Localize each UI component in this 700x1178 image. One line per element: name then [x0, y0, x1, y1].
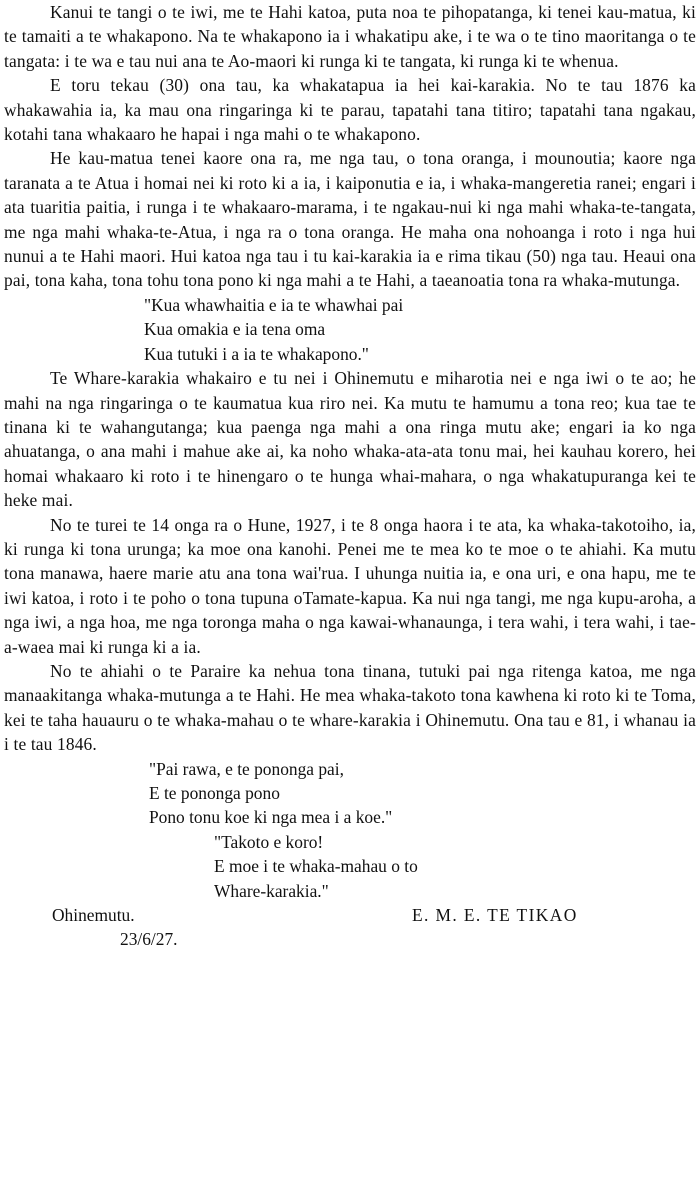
poem-line: E moe i te whaka-mahau o to [214, 856, 418, 877]
poem-quote-1 [4, 293, 696, 366]
poem-line: Whare-karakia." [214, 880, 329, 901]
poem-line: Kua tutuki i a ia te whakapono." [144, 343, 369, 364]
paragraph-5: No te turei te 14 onga ra o Hune, 1927, i te 8 onga haora i te ata, ka whaka-takotoiho, ia, ki runga ki tona urunga; ka moe ona kanohi. Penei me te mea ko te moe o te ahiahi. Ka mutu tona manawa, haere marie atu ana tona wai'rua. I uhunga nuitia ia, e ona uri, e ona hapu, me te iwi katoa, i roto i te poho o tona tupuna oTamate-kapua. Ka nui nga tangi, me nga kupu-aroha, a nga iwi, a nga hoa, me nga toronga maha o nga kawai-whanaunga, i tera wahi, i tera wahi, i tae-a-waea mai ki runga ki a ia. [4, 514, 696, 657]
signoff-place: Ohinemutu. [52, 905, 135, 926]
paragraph-2: E toru tekau (30) ona tau, ka whakatapua ia hei kai-karakia. No te tau 1876 ka whakawahia ia, ka mau ona ringaringa ki te parau, tapatahi tana titiro; tapatahi tana ngakau, kotahi tana whakaaro he hapai i nga mahi o te whakapono. [4, 75, 696, 145]
signoff [4, 903, 696, 955]
signoff-date: 23/6/27. [120, 929, 178, 950]
signoff-author: E. M. E. TE TIKAO [412, 905, 578, 926]
paragraph-3: He kau-matua tenei kaore ona ra, me nga tau, o tona oranga, i mounoutia; kaore nga taranata a te Atua i homai nei ki roto ki a ia, i kaiponutia e ia, i whaka-mangeretia ranei; engari i ata tuaritia paitia, i runga i te whakaaro-marama, i te ngakau-nui ki nga mahi whaka-te-tangata, me nga mahi whaka-te-Atua, i nga ra o tona oranga. He maha ona nohoanga i roto i nga hui nunui a te Hahi maori. Hui katoa nga tau i tu kai-karakia ia e rima tikau (50) nga tau. Heaui ona pai, tona kaha, tona tohu tona pono ki nga mahi a te Hahi, a taeanoatia tona ra whaka-mutunga. [4, 148, 696, 291]
poem-line: E te pononga pono [149, 783, 280, 803]
poem-line: "Takoto e koro! [214, 831, 324, 852]
poem-line: Kua omakia e ia tena oma [144, 319, 326, 340]
poem-quote-2 [4, 757, 696, 903]
paragraph-4: Te Whare-karakia whakairo e tu nei i Ohinemutu e miharotia nei e nga iwi o te ao; he mahi na nga ringaringa o te kaumatua kua riro nei. Ka mutu te hamumu a tona reo; kua tae te tinana ki te wahangutanga; kua paenga nga mahi a ona ringa mutu ake; engari ia ko nga ahuatanga, o ana mahi i mahue ake ai, ka noho whaka-ata-ata tonu mai, hei kauhau korero, hei homai whakaaro ki roto i te hinengaro o te hunga whai-mahara, o nga whakatupuranga kei te heke mai. [4, 368, 696, 511]
paragraph-6: No te ahiahi o te Paraire ka nehua tona tinana, tutuki pai nga ritenga katoa, me nga manaakitanga whaka-mutunga a te Hahi. He mea whaka-takoto tona kawhena ki roto ki te Toma, kei te taha hauauru o te whaka-mahau o te whare-karakia i Ohinemutu. Ona tau e 81, i whanau ia i te tau 1846. [4, 660, 696, 755]
poem-line: Pono tonu koe ki nga mea i a koe." [149, 807, 393, 828]
poem-line: "Kua whawhaitia e ia te whawhai pai [144, 294, 404, 315]
poem-line: "Pai rawa, e te pononga pai, [149, 758, 344, 779]
paragraph-1: Kanui te tangi o te iwi, me te Hahi katoa, puta noa te pihopatanga, ki tenei kau-matua, ki te tamaiti a te whakapono. Na te whakapono ia i whakatipu ake, i te wa o te tino maoritanga o te tangata: i te wa e tau nui ana te Ao-maori ki runga ki te tangata, ki runga ki te whenua. [4, 2, 696, 71]
